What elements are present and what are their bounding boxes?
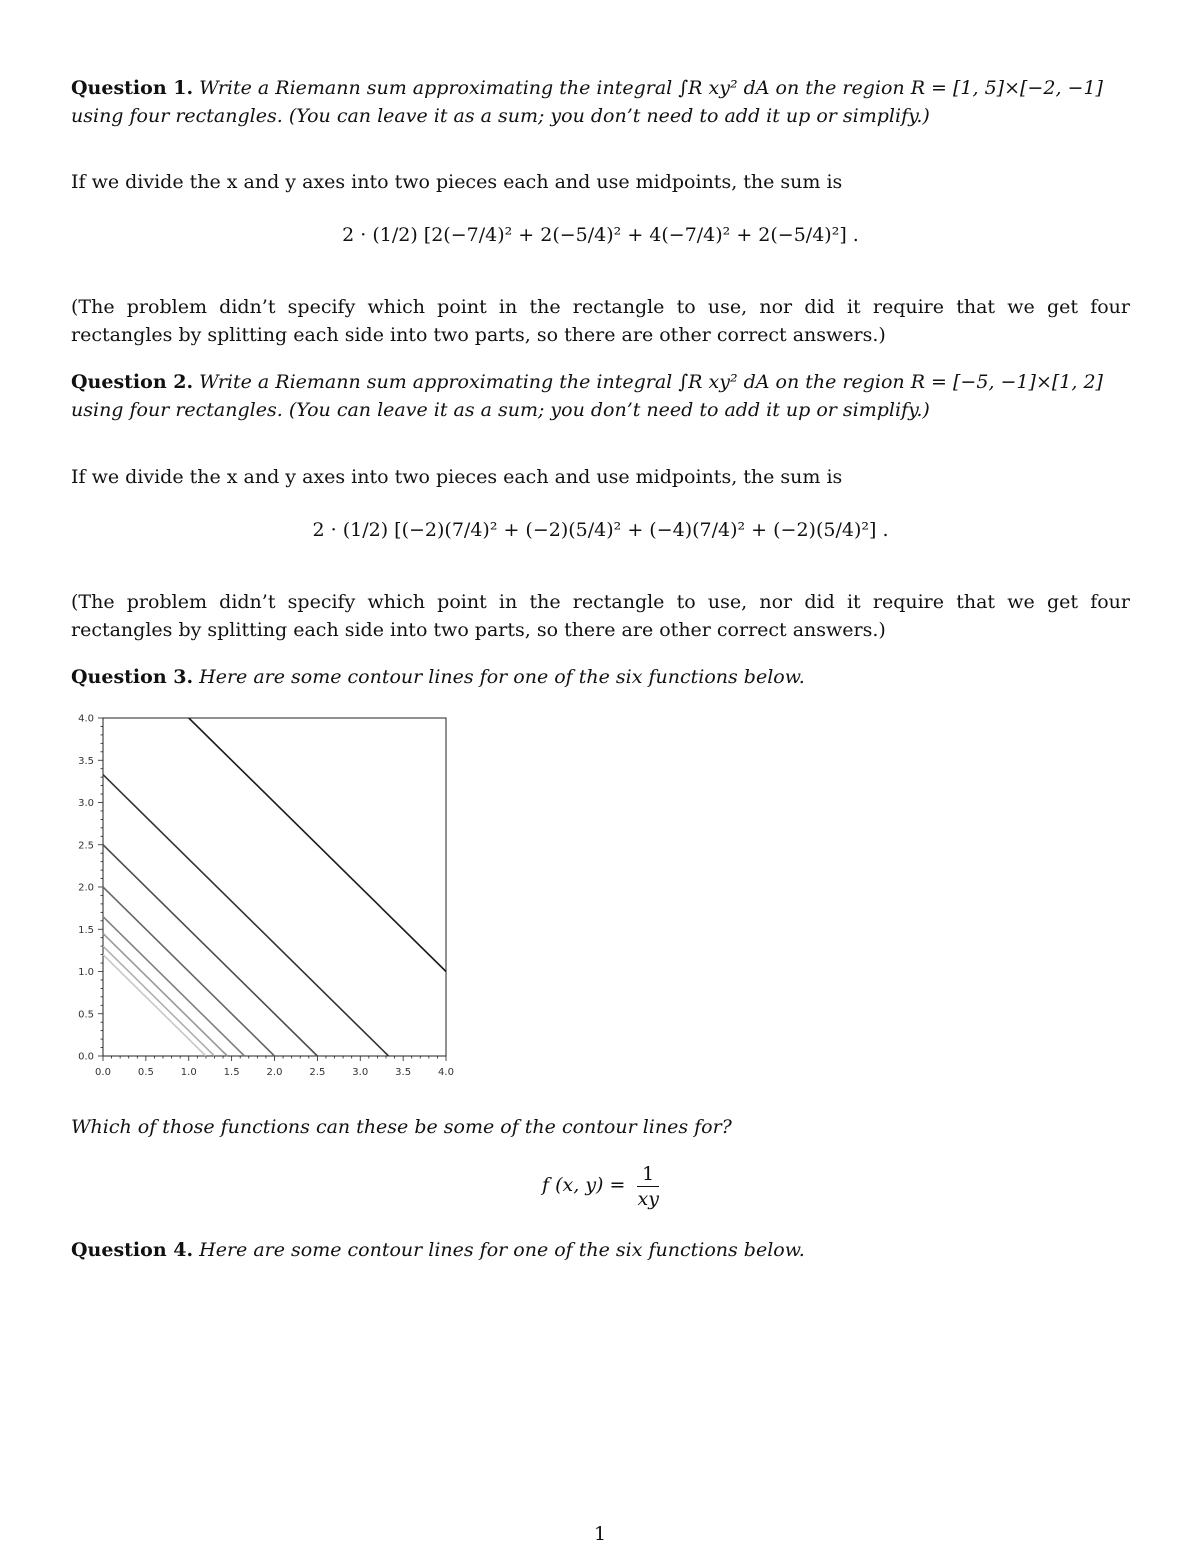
contour-line-contour-6 <box>103 845 317 1056</box>
page-number: 1 <box>593 1523 607 1545</box>
y-tick-label: 1.0 <box>78 967 94 978</box>
q4-prompt: Here are some contour lines for one of the six functions below. <box>199 1239 805 1261</box>
q2-equation: 2 · (1/2) [(−2)(7/4)² + (−2)(5/4)² + (−4)(7/4)² + (−2)(5/4)²] . <box>312 519 889 541</box>
q2-answer-intro: If we divide the x and y axes into two pieces each and use midpoints, the sum is <box>71 466 843 488</box>
q1-label: Question 1. <box>71 77 194 99</box>
x-tick-label: 3.0 <box>352 1067 369 1078</box>
q3-label: Question 3. <box>71 666 194 688</box>
y-tick-label: 0.0 <box>78 1051 94 1063</box>
q2-prompt: Write a Riemann sum approximating the integral ∫R xy² dA on the region R = [−5, −1]×[1, 2] <box>199 371 1103 393</box>
q2-prompt-line1 <box>71 369 1103 395</box>
q3-answer-fraction <box>637 1162 658 1211</box>
x-tick-label: 1.0 <box>180 1067 197 1078</box>
q3-followup: Which of those functions can these be some of the contour lines for? <box>71 1116 732 1138</box>
q3-answer-denominator: xy <box>637 1187 659 1210</box>
q3-answer <box>71 1158 1130 1212</box>
y-tick-label: 4.0 <box>78 713 94 725</box>
x-tick-label: 2.5 <box>309 1067 326 1078</box>
contour-plot <box>71 712 461 1092</box>
q3-prompt-line <box>71 664 805 690</box>
y-tick-label: 2.0 <box>78 882 94 894</box>
x-tick-label: 2.0 <box>266 1067 283 1078</box>
x-tick-label: 0.0 <box>95 1067 111 1078</box>
q2-note-line2: rectangles by splitting each side into two parts, so there are other correct answers.) <box>71 619 886 641</box>
q2-note-line1: (The problem didn’t specify which point in the rectangle to use, nor did it require that we get four <box>71 591 1130 613</box>
plot-axes <box>78 714 454 1079</box>
q2-prompt-line2: using four rectangles. (You can leave it as a sum; you don’t need to add it up or simplify.) <box>71 399 930 421</box>
x-tick-label: 3.5 <box>395 1067 412 1078</box>
q1-prompt-line2: using four rectangles. (You can leave it as a sum; you don’t need to add it up or simplify.) <box>71 105 930 127</box>
contour-line-contour-4 <box>103 917 244 1056</box>
contour-line-contour-7 <box>103 775 389 1056</box>
q1-note-line1: (The problem didn’t specify which point in the rectangle to use, nor did it require that we get four <box>71 296 1130 318</box>
contour-line-contour-3 <box>103 933 227 1056</box>
q3-prompt: Here are some contour lines for one of the six functions below. <box>199 666 805 688</box>
x-tick-label: 0.5 <box>137 1067 154 1078</box>
q4-label: Question 4. <box>71 1239 194 1261</box>
contour-line-contour-2 <box>103 946 214 1056</box>
q3-answer-numerator: 1 <box>637 1162 658 1187</box>
y-tick-label: 1.5 <box>78 924 94 936</box>
q1-prompt-line1 <box>71 75 1103 101</box>
x-tick-label: 1.5 <box>223 1067 240 1078</box>
plot-contour-lines <box>103 718 446 1056</box>
q2-label: Question 2. <box>71 371 194 393</box>
y-tick-label: 3.0 <box>78 798 94 809</box>
q1-prompt: Write a Riemann sum approximating the integral ∫R xy² dA on the region R = [1, 5]×[−2, −1] <box>199 77 1103 99</box>
contour-line-contour-1 <box>103 955 206 1056</box>
q4-prompt-line <box>71 1237 805 1263</box>
q3-answer-lhs: f (x, y) = <box>542 1174 626 1196</box>
q1-note-line2: rectangles by splitting each side into two parts, so there are other correct answers.) <box>71 324 886 346</box>
y-tick-label: 0.5 <box>78 1009 94 1021</box>
q1-answer-intro: If we divide the x and y axes into two pieces each and use midpoints, the sum is <box>71 171 843 193</box>
contour-line-contour-8 <box>189 718 446 972</box>
q1-equation: 2 · (1/2) [2(−7/4)² + 2(−5/4)² + 4(−7/4)² + 2(−5/4)²] . <box>342 224 859 246</box>
y-tick-label: 2.5 <box>78 840 94 852</box>
x-tick-label: 4.0 <box>438 1067 454 1078</box>
y-tick-label: 3.5 <box>78 755 94 767</box>
